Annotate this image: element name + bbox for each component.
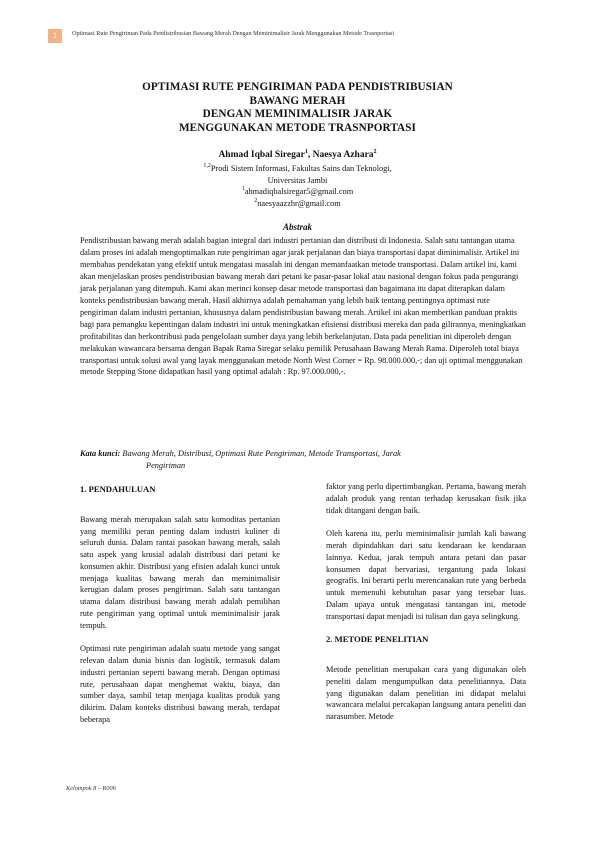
keywords xyxy=(80,448,520,471)
affil-line-2: Universitas Jambi xyxy=(267,175,328,185)
email-2-sup: 2 xyxy=(254,197,258,204)
email-1: ahmadiqbalsiregar5@gmail.com xyxy=(244,187,354,196)
paragraph: Oleh karena itu, perlu meminimalisir jumlah kali bawang merah dipindahkan dari satu kendaraan ke kendaraan lainnya. Kedua, jarak tempuh antara petani dan pasar konsumen dapat bervariasi, tergantung pada lokasi geografis. Ini berarti perlu merencanakan rute yang berbeda untuk memenuhi kebutuhan pasar yang tersebar luas. Dalam upaya untuk mengatasi tantangan ini, metode transportasi dapat menjadi isi tulisan dan gaya selingkung. xyxy=(326,529,526,621)
author-list xyxy=(60,150,535,160)
paragraph: Optimasi rute pengiriman adalah suatu metode yang sangat relevan dalam dunia bisnis dan logistik, termasuk dalam industri pertanian seperti bawang merah. Dengan optimasi rute, perusahaan dapat menghemat waktu, biaya, dan sumber daya, sambil tetap menjaga kualitas produk yang dikirim. Dalam konteks distribusi bawang merah, terdapat beberapa xyxy=(80,644,280,724)
author-2: Naesya Azhara xyxy=(312,150,374,160)
keywords-line-1: Bawang Merah, Distribusi, Optimasi Rute Pengiriman, Metode Transportasi, Jarak xyxy=(122,449,401,458)
abstract-body: Pendistribusian bawang merah adalah bagian integral dari industri pertanian dan distribusi di Indonesia. Salah satu tantangan utama dalam proses ini adalah mengoptimalkan rute pengiriman agar jarak perjalanan dan biaya transportasi dapat diminimalisir. Artikel ini membahas pendekatan yang efektif untuk mengatasi masalah ini dengan memanfaatkan metode transportasi. Dalam artikel ini, kami akan menjelaskan proses pendistribusian bawang merah dari petani ke pasar-pasar lokal atau nasional dengan fokus pada pengurangi jarak perjalanan yang ditempuh. Kami akan merinci konsep dasar metode transportasi dan bagaimana itu dapat diterapkan dalam konteks pendistribusian bawang merah. Hasil akhirnya adalah pemahaman yang lebih baik tentang pentingnya optimasi rute pengiriman dalam industri pertanian, khususnya dalam pendistribusian bawang merah. Artikel ini akan memberikan panduan praktis bagi para pemangku kepentingan dalam industri ini untuk meningkatkan efisiensi distribusi mereka dan pada gilirannya, meningkatkan profitabilitas dan berkontribusi pada pengelolaan sumber daya yang lebih berkelanjutan. Data pada penelitian ini diperoleh dengan melakukan wawancara bersama dengan Bapak Rama Siregar selaku pemilik Perusahaan Bawang Merah Rama. Diperoleh total biaya transportasi untuk solusi awal yang layak menggunakan metode North West Corner = Rp. 98.000.000,-; dan uji optimal menggunakan metode Stepping Stone didapatkan hasil yang optimal adalah : Rp. 97.000.000,-. xyxy=(80,236,526,377)
affil-line-1: Prodi Sistem Informasi, Fakultas Sains dan Teknologi, xyxy=(210,164,392,173)
author-1-sup: 1 xyxy=(304,148,308,155)
keywords-label: Kata kunci: xyxy=(80,449,121,458)
page-number: 1 xyxy=(48,29,62,43)
title-line-1: OPTIMASI RUTE PENGIRIMAN PADA PENDISTRIBUSIAN xyxy=(142,81,453,93)
keywords-line-2: Pengiriman xyxy=(146,460,186,470)
author-2-sup: 2 xyxy=(373,148,377,155)
affiliation-block xyxy=(60,163,535,209)
running-title: Optimasi Rute Pengiriman Pada Pendistribusian Bawang Merah Dengan Meminimalisir Jarak Menggunakan Metode Trasnportasi xyxy=(72,30,395,37)
right-column xyxy=(326,481,526,735)
email-2: naesyaazzhr@gmail.com xyxy=(257,198,341,208)
paragraph: Metode penelitian merupakan cara yang digunakan oleh peneliti dalam mengumpulkan data penelitiannya. Data yang digunakan dalam penelitian ini didapat melalui wawancara melalui percakapan langsung antara peneliti dan narasumber. Metode xyxy=(326,665,526,721)
abstract-heading: Abstrak xyxy=(282,222,312,232)
email-1-sup: 1 xyxy=(241,186,245,193)
affil-sup: 1,2 xyxy=(203,163,211,170)
left-column xyxy=(80,480,280,738)
title-line-2: BAWANG MERAH xyxy=(249,94,346,107)
page-header xyxy=(0,0,595,40)
page-footer: Kelompok 8 – R006 xyxy=(66,785,116,792)
paragraph: Bawang merah merupakan salah satu komoditas pertanian yang memiliki peran penting dalam industri kuliner di seluruh dunia. Dalam rantai pasokan bawang merah, salah satu aspek yang krusial adalah distribusi dari petani ke konsumen akhir. Distribusi yang efisien adalah kunci untuk menjaga kualitas bawang merah dan meminimalisir kerugian dalam proses pengiriman. Salah satu tantangan utama dalam distribusi bawang merah adalah pemilihan rute pengiriman yang optimal untuk meminimalisir jarak tempuh. xyxy=(80,514,280,630)
title-line-4: MENGGUNAKAN METODE TRASNPORTASI xyxy=(178,121,417,134)
paragraph: faktor yang perlu dipertimbangkan. Pertama, bawang merah adalah produk yang rentan terhadap kerusakan fisik jika tidak ditangani dengan baik. xyxy=(326,482,526,515)
section-heading-metode: 2. METODE PENELITIAN xyxy=(326,634,429,645)
section-heading-pendahuluan: 1. PENDAHULUAN xyxy=(80,484,156,494)
paper-title xyxy=(60,81,535,135)
title-line-3: DENGAN MEMINIMALISIR JARAK xyxy=(202,108,393,120)
author-1: Ahmad Iqbal Siregar xyxy=(218,150,305,160)
author-separator: , xyxy=(307,150,313,160)
